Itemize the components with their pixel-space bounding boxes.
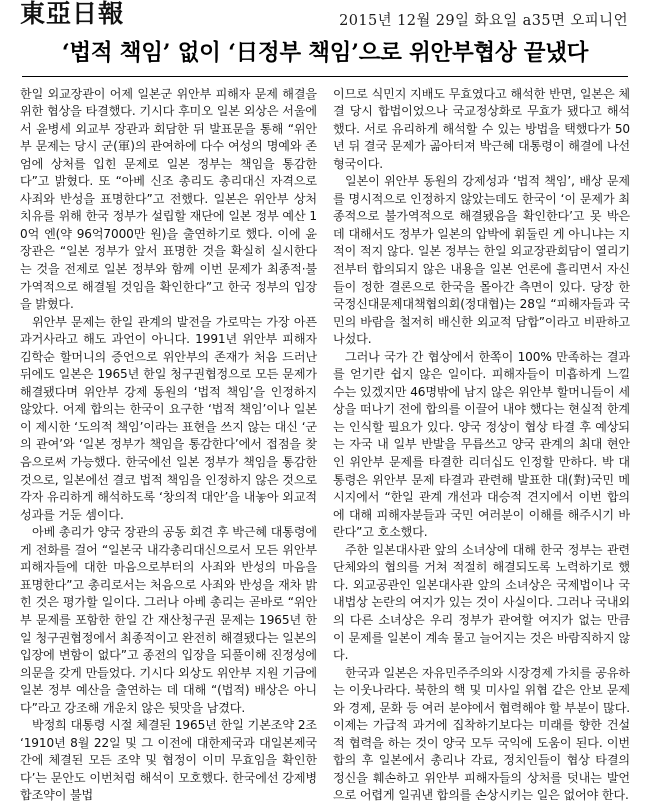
headline-divider-rule (22, 76, 628, 77)
paragraph: 한일 외교장관이 어제 일본군 위안부 피해자 문제 해결을 위한 협상을 타결했다. 기시다 후미오 일본 외상은 서울에서 윤병세 외교부 장관과 회담한 뒤 발표문을 통해 “위안부 문제는 당시 군(軍)의 관여하에 다수 여성의 명예와 존엄에 상처를 입힌 문제로 일본 정부는 책임을 통감한다”고 밝혔다. 또 “아베 신조 총리도 총리대신 자격으로 사죄와 반성을 표명한다”고 전했다. 일본은 위안부 상처 치유를 위해 한국 정부가 설립할 재단에 일본 정부 예산 10억 엔(약 96억7000만 원)을 출연하기로 했다. 이에 윤 장관은 “일본 정부가 앞서 표명한 것을 확실히 실시한다는 것을 전제로 일본 정부와 함께 이번 문제가 최종적·불가역적으로 해결될 것임을 확인한다”고 한국 정부의 입장을 밝혔다. (20, 86, 317, 312)
paragraph: 한국과 일본은 자유민주주의와 시장경제 가치를 공유하는 이웃나라다. 북한의 핵 및 미사일 위협 같은 안보 문제와 경제, 문화 등 여러 분야에서 협력해야 할 부분이 많다. 이제는 가급적 과거에 집착하기보다는 미래를 향한 건설적 협력을 하는 것이 양국 모두 국익에 도움이 된다. 이번 합의 후 일본에서 총리나 각료, 정치인들이 협상 타결의 정신을 훼손하고 위안부 피해자들의 상처를 덧내는 발언으로 어렵게 일궈낸 합의를 손상시키는 일은 없어야 한다. (333, 665, 630, 803)
paragraph: 그러나 국가 간 협상에서 한쪽이 100% 만족하는 결과를 얻기란 쉽지 않은 일이다. 피해자들이 미흡하게 느낄 수는 있겠지만 46명밖에 남지 않은 위안부 할머니들이 세상을 떠나기 전에 합의를 이끌어 내야 했다는 현실적 한계는 인식할 필요가 있다. 양국 정상이 협상 타결 후 예상되는 자국 내 일부 반발을 무릅쓰고 양국 관계의 최대 현안인 위안부 문제를 타결한 리더십도 인정할 만하다. 박 대통령은 위안부 문제 타결과 관련해 발표한 대(對)국민 메시지에서 “한일 관계 개선과 대승적 견지에서 이번 합의에 대해 피해자분들과 국민 여러분이 이해를 해주시기 바란다”고 호소했다. (333, 349, 630, 540)
right-column (333, 86, 630, 805)
paragraph: 이므로 식민지 지배도 무효였다고 해석한 반면, 일본은 체결 당시 합법이었으나 국교정상화로 무효가 됐다고 해석했다. 서로 유리하게 해석할 수 있는 방법을 택했다가 50년 뒤 결국 문제가 곪아터져 박근혜 대통령이 해결에 나선 형국이다. (333, 86, 630, 171)
issue-dateline: 2015년 12월 29일 화요일 a35면 오피니언 (339, 13, 628, 29)
masthead-row (20, 0, 630, 34)
paragraph: 아베 총리가 양국 장관의 공동 회견 후 박근혜 대통령에게 전화를 걸어 “일본국 내각총리대신으로서 모든 위안부 피해자들에 대한 마음으로부터의 사죄와 반성의 마음을 표명한다”고 총리로서는 처음으로 사죄와 반성을 재차 밝힌 것은 평가할 일이다. 그러나 아베 총리는 곧바로 “위안부 문제를 포함한 한일 간 재산청구권 문제는 1965년 한일 청구권협정에서 최종적이고 완전히 해결됐다는 일본의 입장에 변함이 없다”고 종전의 입장을 되풀이해 진정성에 의문을 갖게 만들었다. 기시다 외상도 위안부 지원 기금에 일본 정부 예산을 출연하는 데 대해 “(법적) 배상은 아니다”라고 강조해 개운치 않은 뒷맛을 남겼다. (20, 525, 317, 715)
left-column (20, 86, 317, 805)
article-headline: ‘법적 책임’ 없이 ‘日정부 책임’으로 위안부협상 끝냈다 (61, 40, 589, 66)
paragraph: 주한 일본대사관 앞의 소녀상에 대해 한국 정부는 관련 단체와의 협의를 거쳐 적절히 해결되도록 노력하기로 했다. 외교공관인 일본대사관 앞의 소녀상은 국제법이나 국내법상 논란의 여지가 있는 것이 사실이다. 그러나 국내외의 다른 소녀상은 우리 정부가 관여할 여지가 없는 만큼 이 문제를 일본이 계속 물고 늘어지는 것은 바람직하지 않다. (333, 542, 630, 663)
paragraph: 박정희 대통령 시절 체결된 1965년 한일 기본조약 2조 ‘1910년 8월 22일 및 그 이전에 대한제국과 대일본제국 간에 체결된 모든 조약 및 협정이 이미 무효임을 확인한다’는 문안도 이번처럼 해석이 모호했다. 한국에선 강제병합조약이 불법 (20, 718, 317, 803)
paragraph: 위안부 문제는 한일 관계의 발전을 가로막는 가장 아픈 과거사라고 해도 과언이 아니다. 1991년 위안부 피해자 김학순 할머니의 증언으로 위안부의 존재가 처음 드러난 뒤에도 일본은 1965년 한일 청구권협정으로 모든 문제가 해결됐다며 위안부 강제 동원의 ‘법적 책임’을 인정하지 않았다. 어제 합의는 한국이 요구한 ‘법적 책임’이나 일본이 제시한 ‘도의적 책임’이라는 표현을 쓰지 않는 대신 ‘군의 관여’와 ‘일본 정부가 책임을 통감한다’에서 접점을 찾음으로써 가능했다. 한국에선 일본 정부가 책임을 통감한 것으로, 일본에선 결코 법적 책임을 인정하지 않은 것으로 각자 유리하게 해석하도록 ‘창의적 대안’을 내놓아 외교적 성과를 거둔 셈이다. (20, 314, 317, 522)
newspaper-masthead-title: 東亞日報 (20, 0, 125, 28)
paragraph: 일본이 위안부 동원의 강제성과 ‘법적 책임’, 배상 문제를 명시적으로 인정하지 않았는데도 한국이 ‘이 문제가 최종적으로 불가역적으로 해결됐음을 확인한다’고 못 박은 데 대해서도 정부가 일본의 압박에 휘둘린 게 아니냐는 지적이 적지 않다. 일본 정부는 한일 외교장관회담이 열리기 전부터 합의되지 않은 내용을 일본 언론에 흘리면서 자신들이 정한 결론으로 한국을 몰아간 측면이 있다. 당장 한국정신대문제대책협의회(정대협)는 28일 “피해자들과 국민의 바람을 철저히 배신한 외교적 담합”이라고 비판하고 나섰다. (333, 174, 630, 347)
article-body-columns (20, 86, 630, 805)
